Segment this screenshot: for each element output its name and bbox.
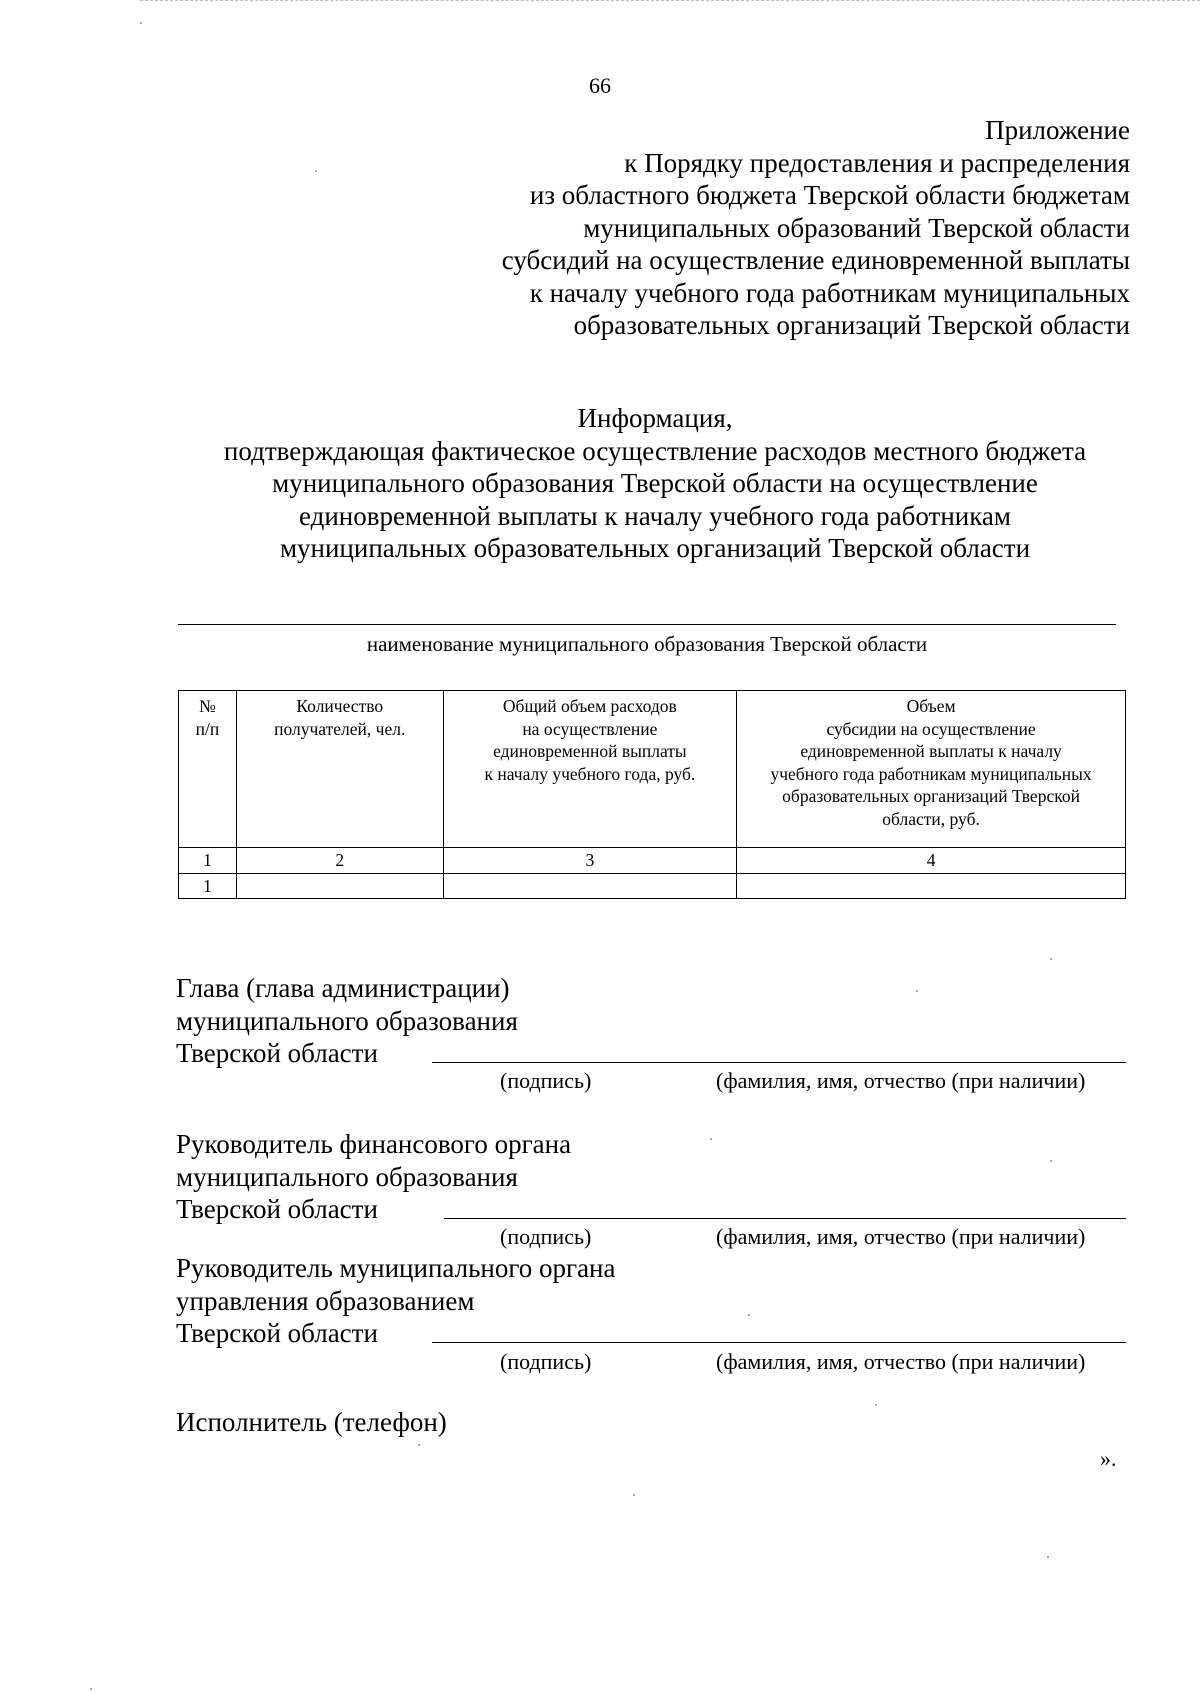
- column-number-row: [179, 848, 1126, 874]
- signature-line-education[interactable]: [432, 1342, 1126, 1343]
- signature-role-line: Тверской области: [176, 1194, 378, 1224]
- table-header-row: [179, 691, 1126, 848]
- signature-caption: (подпись): [500, 1349, 592, 1374]
- header-cell-total-expenses: Общий объем расходов на осуществление единовременной выплаты к началу учебного года, руб.: [443, 691, 737, 848]
- appendix-line: Приложение: [985, 115, 1130, 145]
- subsidy-amount-cell[interactable]: [737, 873, 1126, 899]
- scan-speck: [90, 1688, 92, 1690]
- scan-speck: [916, 990, 918, 992]
- column-number: 4: [737, 848, 1126, 874]
- title-line: подтверждающая фактическое осуществление расходов местного бюджета: [223, 435, 1087, 466]
- scan-speck: [875, 1404, 877, 1406]
- scan-speck: [1050, 1160, 1052, 1162]
- name-caption: (фамилия, имя, отчество (при наличии): [716, 1349, 1086, 1374]
- scan-edge-line: [140, 0, 1200, 1]
- scan-speck: [710, 1138, 712, 1140]
- column-number: 1: [179, 848, 237, 874]
- signature-block-finance: [176, 1128, 571, 1226]
- row-number-cell: 1: [179, 873, 237, 899]
- municipality-name-field[interactable]: [178, 624, 1116, 625]
- title-line: муниципального образования Тверской области на осуществление: [272, 468, 1038, 498]
- signature-line-head[interactable]: [432, 1062, 1126, 1063]
- header-cell-number: № п/п: [179, 691, 237, 848]
- document-title: [0, 402, 1200, 565]
- expenses-table: [178, 690, 1126, 899]
- signature-block-head: [176, 972, 518, 1070]
- appendix-line: субсидий на осуществление единовременной выплаты: [501, 245, 1130, 275]
- municipality-name-caption: наименование муниципального образования Тверской области: [366, 632, 928, 656]
- signature-caption: (подпись): [500, 1068, 592, 1093]
- executor-label: Исполнитель (телефон): [176, 1407, 447, 1437]
- appendix-line: к началу учебного года работникам муниципальных: [529, 277, 1130, 308]
- column-number: 3: [443, 848, 737, 874]
- page-number: 66: [589, 73, 611, 98]
- signature-block-education: [176, 1252, 616, 1350]
- signature-role-line: Глава (глава администрации): [176, 973, 510, 1003]
- total-expenses-cell[interactable]: [443, 873, 737, 899]
- signature-role-line: муниципального образования: [176, 1005, 518, 1036]
- name-caption: (фамилия, имя, отчество (при наличии): [716, 1224, 1086, 1249]
- appendix-header: [502, 114, 1130, 342]
- signature-role-line: Руководитель муниципального органа: [176, 1253, 616, 1283]
- recipients-cell[interactable]: [236, 873, 443, 899]
- scan-speck: [1050, 958, 1052, 960]
- signature-caption: (подпись): [500, 1224, 592, 1249]
- header-cell-recipients: Количество получателей, чел.: [236, 691, 443, 848]
- title-line: Информация,: [577, 403, 733, 433]
- table-row: [179, 873, 1126, 899]
- scan-speck: [140, 22, 142, 24]
- appendix-line: к Порядку предоставления и распределения: [624, 147, 1130, 178]
- closing-quote: ».: [1100, 1446, 1117, 1471]
- appendix-line: образовательных организаций Тверской области: [573, 310, 1130, 340]
- title-line: муниципальных образовательных организаций Тверской области: [279, 533, 1031, 563]
- name-caption: (фамилия, имя, отчество (при наличии): [716, 1068, 1086, 1093]
- signature-role-line: Руководитель финансового органа: [176, 1129, 572, 1159]
- appendix-line: из областного бюджета Тверской области бюджетам: [529, 180, 1130, 210]
- header-cell-subsidy-amount: Объем субсидии на осуществление единовременной выплаты к началу учебного года работникам муниципальных образовательных организаций Тверской области, руб.: [737, 691, 1126, 848]
- signature-role-line: муниципального образования: [176, 1161, 518, 1192]
- scan-speck: [633, 1494, 635, 1496]
- column-number: 2: [236, 848, 443, 874]
- signature-role-line: Тверской области: [176, 1038, 378, 1068]
- scan-speck: [315, 170, 317, 172]
- signature-role-line: управления образованием: [176, 1285, 475, 1316]
- scan-speck: [748, 1314, 750, 1316]
- title-line: единовременной выплаты к началу учебного года работникам: [298, 500, 1012, 531]
- appendix-line: муниципальных образований Тверской области: [583, 212, 1130, 243]
- signature-role-line: Тверской области: [176, 1318, 378, 1348]
- scan-speck: [418, 1444, 420, 1446]
- scan-speck: [1047, 1556, 1049, 1558]
- signature-line-finance[interactable]: [444, 1218, 1126, 1219]
